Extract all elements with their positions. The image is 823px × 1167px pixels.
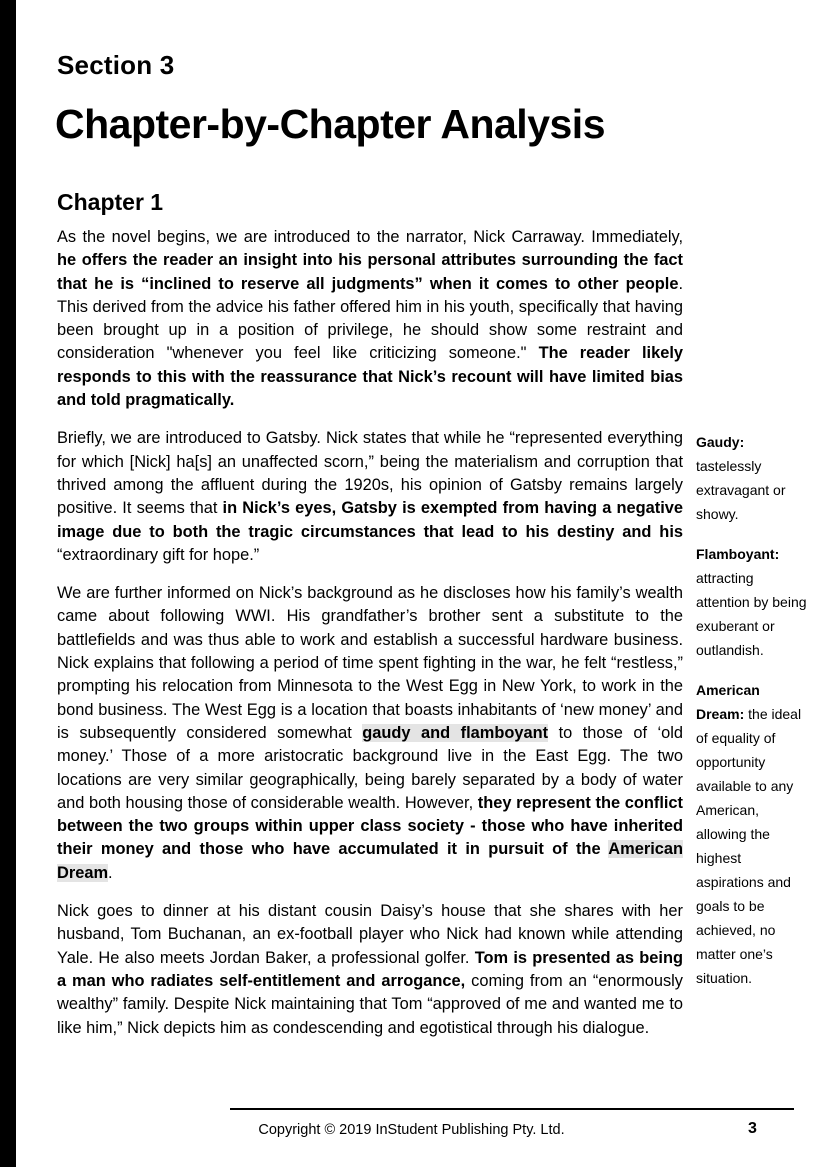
text-run: The reader likely responds to this with the reassurance that Nick’s recount will have limited bias and told pragmatically. bbox=[57, 344, 683, 410]
vocab-term: American Dream: bbox=[696, 682, 760, 722]
text-run: Tom is presented as being a man who radiates self-entitlement and arrogance, bbox=[57, 948, 683, 990]
text-run: Nick goes to dinner at his distant cousin Daisy’s house that she shares with her husband, Tom Buchanan, an ex-football player who Nick had known while attending Yale. He also meets Jordan Baker, a professional golfer. bbox=[57, 902, 683, 967]
page-edge-bar bbox=[0, 0, 16, 1167]
chapter-heading: Chapter 1 bbox=[57, 189, 164, 215]
vocab-note bbox=[696, 678, 808, 990]
paragraph bbox=[57, 900, 683, 1040]
vocab-term: Gaudy: bbox=[696, 434, 745, 450]
text-run: “extraordinary gift for hope.” bbox=[57, 545, 260, 564]
text-run: . bbox=[108, 863, 113, 882]
page-number: 3 bbox=[748, 1120, 757, 1137]
vocab-definition: attracting attention by being exuberant or outlandish. bbox=[696, 570, 807, 658]
text-run: We are further informed on Nick’s background as he discloses how his family’s wealth came about following WWI. His grandfather’s brother sent a substitute to the battlefields and was thus able to work and establish a successful hardware business. Nick explains that following a period of time spent fighting in the war, he felt “restless,” prompting his relocation from Minnesota to the West Egg in New York, to work in the bond business. The West Egg is a location that boasts inhabitants of ‘new money’ and is subsequently considered somewhat bbox=[57, 584, 683, 742]
page-title: Chapter-by-Chapter Analysis bbox=[55, 101, 605, 147]
vocab-definition: the ideal of equality of opportunity available to any American, allowing the highest aspirations and goals to be achieved, no matter one’s situation. bbox=[696, 706, 802, 986]
text-run: they represent the conflict between the two groups within upper class society - those who have inherited their money and those who have accumulated it in pursuit of the bbox=[57, 793, 684, 859]
text-run: he offers the reader an insight into his personal attributes surrounding the fact that he is “inclined to reserve all judgments” when it comes to other people bbox=[57, 251, 683, 293]
vocab-note bbox=[696, 542, 808, 662]
section-heading: Section 3 bbox=[57, 50, 175, 80]
vocab-note bbox=[696, 430, 808, 526]
paragraph bbox=[57, 427, 683, 567]
text-run: As the novel begins, we are introduced to the narrator, Nick Carraway. Immediately, bbox=[57, 228, 683, 246]
vocab-definition: tastelessly extravagant or showy. bbox=[696, 458, 786, 522]
highlighted-term: American Dream bbox=[57, 840, 683, 882]
copyright-text: Copyright © 2019 InStudent Publishing Pty. Ltd. bbox=[258, 1122, 565, 1138]
paragraph bbox=[57, 226, 683, 412]
vocab-term: Flamboyant: bbox=[696, 546, 780, 562]
highlighted-term: gaudy and flamboyant bbox=[362, 723, 549, 742]
text-run: to those of ‘old money.’ Those of a more aristocratic background live in the East Egg. The two locations are very similar geographically, being barely separated by a body of water and both housing those of considerable wealth. However, bbox=[57, 723, 683, 812]
paragraph bbox=[57, 582, 683, 885]
footer-divider bbox=[230, 1108, 794, 1110]
margin-notes bbox=[696, 430, 808, 1006]
text-run: . This derived from the advice his father offered him in his youth, specifically that having been brought up in a position of privilege, he should show some restraint and consideration "whenever you feel like criticizing someone." bbox=[57, 274, 683, 363]
text-run: Briefly, we are introduced to Gatsby. Nick states that while he “represented everything for which [Nick] ha[s] an unaffected scorn,” being the materialism and corruption that thrived among the affluent during the 1920s, his opinion of Gatsby remains largely positive. It seems that bbox=[57, 429, 683, 518]
text-run: in Nick’s eyes, Gatsby is exempted from having a negative image due to both the tragic circumstances that lead to his destiny and his bbox=[57, 499, 683, 541]
text-run: coming from an “enormously wealthy” family. Despite Nick maintaining that Tom “approved of me and wanted me to like him,” Nick depicts him as condescending and egotistical through his dialogue. bbox=[57, 971, 684, 1037]
body-text-column bbox=[57, 226, 683, 1055]
